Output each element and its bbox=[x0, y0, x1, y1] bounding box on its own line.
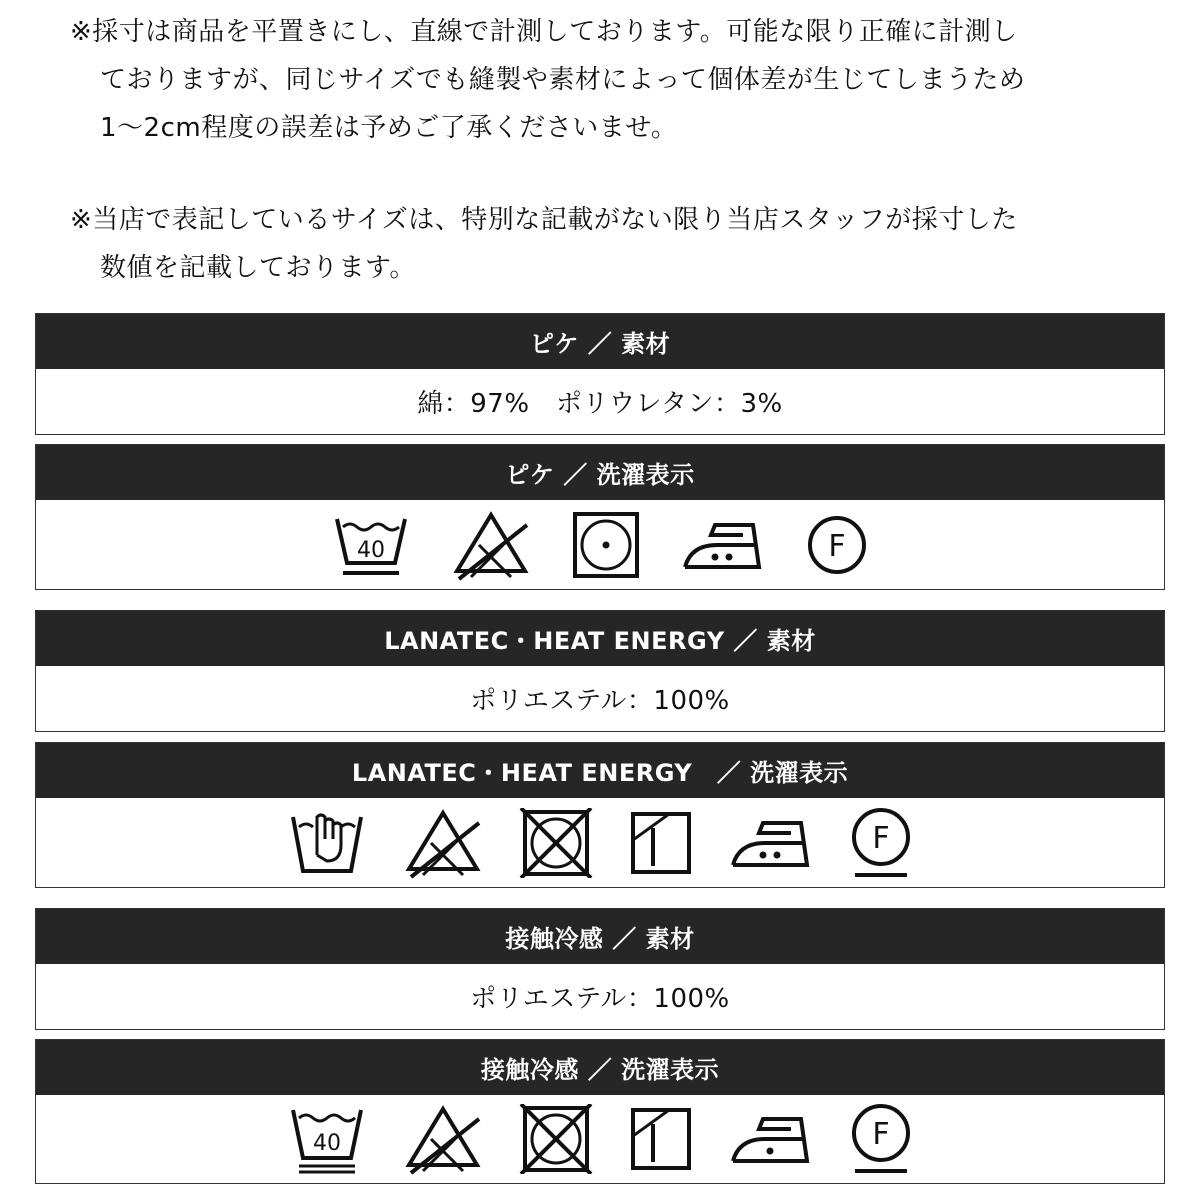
dry-clean-f-gentle-icon bbox=[849, 1103, 913, 1175]
section-header: 接触冷感 ／ 洗濯表示 bbox=[36, 1040, 1164, 1095]
iron-medium-icon bbox=[729, 815, 813, 871]
hand-wash-icon bbox=[287, 811, 367, 875]
wash-40-icon bbox=[331, 513, 411, 577]
section-cool-touch-care bbox=[35, 1039, 1165, 1184]
care-icon-row bbox=[36, 500, 1164, 589]
wash-40-gentle-icon bbox=[287, 1104, 367, 1174]
no-tumble-dry-icon bbox=[519, 808, 593, 878]
care-icon-row bbox=[36, 798, 1164, 887]
section-lanatec-material bbox=[35, 610, 1165, 732]
section-body: ポリエステル：100% bbox=[470, 984, 730, 1014]
svg-text:F: F bbox=[872, 820, 890, 856]
svg-text:40: 40 bbox=[357, 537, 385, 563]
note-line: 数値を記載しております。 bbox=[100, 253, 416, 283]
line-dry-shade-icon bbox=[629, 1106, 693, 1172]
iron-medium-icon bbox=[681, 517, 765, 573]
dry-clean-f-gentle-icon bbox=[849, 807, 913, 879]
no-bleach-icon bbox=[451, 509, 531, 581]
tumble-dry-low-icon bbox=[571, 510, 641, 580]
svg-text:F: F bbox=[872, 1117, 890, 1152]
note-line: ※当店で表記しているサイズは、特別な記載がない限り当店スタッフが採寸した bbox=[70, 205, 1018, 235]
section-header: ピケ ／ 素材 bbox=[36, 314, 1164, 369]
note-line: ※採寸は商品を平置きにし、直線で計測しております。可能な限り正確に計測し bbox=[70, 17, 1018, 47]
section-header: LANATEC・HEAT ENERGY ／ 素材 bbox=[36, 611, 1164, 666]
section-pique-material bbox=[35, 313, 1165, 435]
section-body: 綿：97% ポリウレタン：3% bbox=[417, 389, 783, 419]
section-header: LANATEC・HEAT ENERGY ／ 洗濯表示 bbox=[36, 743, 1164, 798]
note-size bbox=[70, 196, 1180, 292]
svg-text:F: F bbox=[828, 528, 846, 564]
dry-clean-f-icon bbox=[805, 513, 869, 577]
line-dry-shade-icon bbox=[629, 810, 693, 876]
care-icon-row bbox=[36, 1095, 1164, 1183]
no-bleach-icon bbox=[403, 1103, 483, 1175]
section-header: 接触冷感 ／ 素材 bbox=[36, 909, 1164, 964]
section-lanatec-care bbox=[35, 742, 1165, 888]
no-tumble-dry-icon bbox=[519, 1104, 593, 1174]
note-line: ておりますが、同じサイズでも縫製や素材によって個体差が生じてしまうため bbox=[100, 65, 1026, 95]
svg-text:40: 40 bbox=[313, 1131, 341, 1156]
section-header: ピケ ／ 洗濯表示 bbox=[36, 445, 1164, 500]
section-cool-touch-material bbox=[35, 908, 1165, 1030]
iron-low-icon bbox=[729, 1111, 813, 1167]
note-line: 1～2cm程度の誤差は予めご了承くださいませ。 bbox=[100, 113, 678, 143]
notes bbox=[70, 8, 1180, 292]
section-pique-care bbox=[35, 444, 1165, 590]
note-measurement bbox=[70, 8, 1180, 152]
no-bleach-icon bbox=[403, 807, 483, 879]
section-body: ポリエステル：100% bbox=[470, 686, 730, 716]
